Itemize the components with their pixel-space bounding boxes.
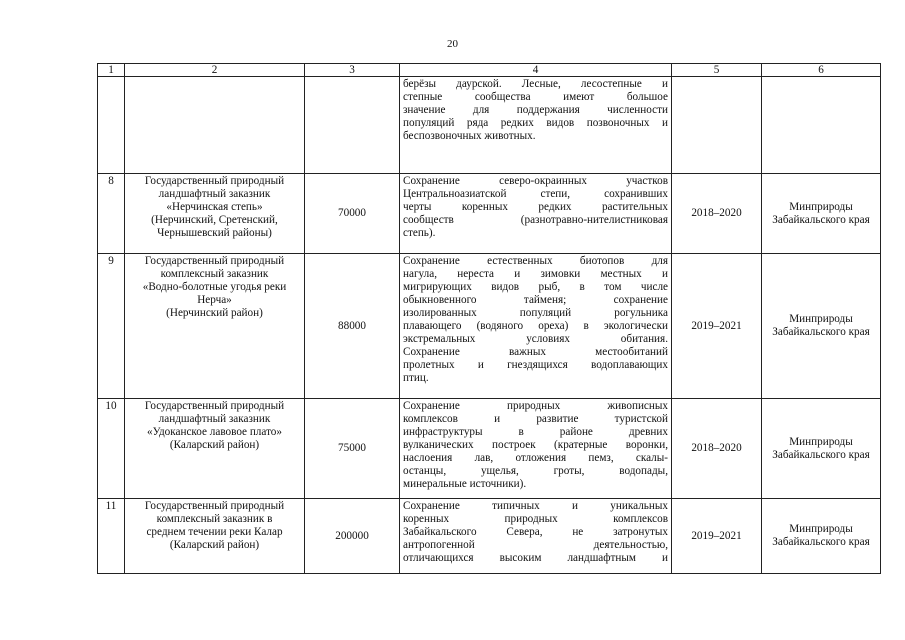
table-row bbox=[98, 254, 881, 399]
row-number-cell: 9 bbox=[98, 254, 125, 399]
column-number: 6 bbox=[762, 64, 881, 77]
protected-areas-table bbox=[97, 63, 881, 574]
text-line: Центральноазиатской степи, сохранивших bbox=[403, 188, 668, 200]
text-line: Государственный природный bbox=[144, 255, 285, 267]
text-line: пролетных и гнездящихся водоплавающих bbox=[403, 359, 668, 371]
continuation-description-cell bbox=[400, 77, 672, 174]
text-line: «Удоканское лавовое плато» bbox=[147, 426, 282, 438]
area-cell: 88000 bbox=[305, 254, 400, 399]
text-line: вулканических построек (кратерные воронки, bbox=[403, 439, 668, 451]
column-number-row bbox=[98, 64, 881, 77]
text-line: сообществ (разнотравно-нителистниковая bbox=[403, 214, 668, 226]
text-line: Минприроды bbox=[789, 200, 853, 213]
column-number: 4 bbox=[400, 64, 672, 77]
description-cell bbox=[400, 399, 672, 499]
description-line: берёзы даурской. Лесные, лесостепные и bbox=[403, 78, 668, 90]
text-line: Забайкальского края bbox=[772, 536, 870, 548]
executor-cell bbox=[762, 174, 881, 254]
reserve-name-cell bbox=[125, 499, 305, 574]
text-line: «Нерчинская степь» bbox=[166, 201, 263, 213]
executor-cell bbox=[762, 254, 881, 399]
text-line: Нерча» bbox=[197, 294, 232, 306]
table-row bbox=[98, 399, 881, 499]
text-line: Сохранение природных живописных bbox=[403, 400, 668, 412]
reserve-name-cell bbox=[125, 174, 305, 254]
text-line: степь). bbox=[403, 227, 436, 239]
description-line: значение для поддержания численности bbox=[403, 104, 668, 116]
text-line: Забайкальского края bbox=[772, 326, 870, 338]
text-line: антропогенной деятельностью, bbox=[403, 539, 668, 551]
text-line: Государственный природный bbox=[144, 500, 285, 512]
column-number: 3 bbox=[305, 64, 400, 77]
table-row bbox=[98, 174, 881, 254]
reserve-name-cell bbox=[125, 254, 305, 399]
text-line: Минприроды bbox=[789, 523, 853, 535]
text-line: Забайкальского края bbox=[772, 448, 870, 461]
text-line: Минприроды bbox=[789, 313, 853, 325]
executor-cell bbox=[762, 499, 881, 574]
row-number-cell: 10 bbox=[98, 399, 125, 499]
column-number: 1 bbox=[98, 64, 125, 77]
years-cell: 2019–2021 bbox=[672, 499, 762, 574]
area-cell: 70000 bbox=[305, 174, 400, 254]
text-line: ландшафтный заказник bbox=[158, 413, 271, 425]
text-line: экстремальных условиях обитания. bbox=[403, 333, 668, 345]
area-cell: 200000 bbox=[305, 499, 400, 574]
page-number: 20 bbox=[447, 38, 458, 50]
continuation-name-cell bbox=[125, 77, 305, 174]
text-line: Минприроды bbox=[789, 435, 853, 448]
text-line: (Каларский район) bbox=[169, 439, 260, 451]
text-line: мигрирующих видов рыб, в том числе bbox=[403, 281, 668, 293]
row-number-cell: 11 bbox=[98, 499, 125, 574]
row-number-cell: 8 bbox=[98, 174, 125, 254]
text-line: (Нерчинский район) bbox=[166, 307, 263, 319]
text-line: «Водно-болотные угодья реки bbox=[142, 281, 287, 293]
description-cell bbox=[400, 499, 672, 574]
text-line: птиц. bbox=[403, 372, 429, 384]
text-line: Государственный природный bbox=[144, 400, 285, 412]
years-cell: 2018–2020 bbox=[672, 399, 762, 499]
text-line: Сохранение важных местообитаний bbox=[403, 346, 668, 358]
description-cell bbox=[400, 254, 672, 399]
area-cell: 75000 bbox=[305, 399, 400, 499]
text-line: наслоения лав, отложения пемз, скалы- bbox=[403, 452, 668, 464]
text-line: минеральные источники). bbox=[403, 478, 527, 490]
column-number: 2 bbox=[125, 64, 305, 77]
text-line: Сохранение типичных и уникальных bbox=[403, 500, 668, 512]
text-line: обыкновенного тайменя; сохранение bbox=[403, 294, 668, 306]
text-line: среднем течении реки Калар bbox=[146, 526, 283, 538]
text-line: черты коренных редких растительных bbox=[403, 201, 668, 213]
text-line: отличающихся высоким ландшафтным и bbox=[403, 552, 668, 564]
text-line: останцы, ущелья, гроты, водопады, bbox=[403, 465, 668, 477]
continuation-years-cell bbox=[672, 77, 762, 174]
text-line: нагула, нереста и зимовки местных и bbox=[403, 268, 668, 280]
text-line: изолированных популяций рогульника bbox=[403, 307, 668, 319]
continuation-area-cell bbox=[305, 77, 400, 174]
text-line: инфраструктуры в районе древних bbox=[403, 426, 668, 438]
text-line: Забайкальского края bbox=[772, 213, 870, 226]
text-line: ландшафтный заказник bbox=[158, 188, 271, 200]
continuation-row bbox=[98, 77, 881, 174]
text-line: коренных природных комплексов bbox=[403, 513, 668, 525]
text-line: Сохранение северо-окраинных участков bbox=[403, 175, 668, 187]
description-line: степные сообщества имеют большое bbox=[403, 91, 668, 103]
text-line: Сохранение естественных биотопов для bbox=[403, 255, 668, 267]
text-line: Государственный природный bbox=[144, 175, 285, 187]
years-cell: 2019–2021 bbox=[672, 254, 762, 399]
description-cell bbox=[400, 174, 672, 254]
text-line: комплексов и развитие туристской bbox=[403, 413, 668, 425]
text-line: комплексный заказник в bbox=[156, 513, 273, 525]
description-line: популяций ряда редких видов позвоночных и bbox=[403, 117, 668, 129]
table-row bbox=[98, 499, 881, 574]
executor-cell bbox=[762, 399, 881, 499]
text-line: плавающего (водяного ореха) в экологически bbox=[403, 320, 668, 332]
years-cell: 2018–2020 bbox=[672, 174, 762, 254]
text-line: Чернышевский районы) bbox=[157, 227, 272, 239]
text-line: (Каларский район) bbox=[169, 539, 260, 551]
text-line: комплексный заказник bbox=[160, 268, 269, 280]
reserve-name-cell bbox=[125, 399, 305, 499]
description-line: беспозвоночных животных. bbox=[403, 130, 536, 142]
text-line: Забайкальского Севера, не затронутых bbox=[403, 526, 668, 538]
continuation-executor-cell bbox=[762, 77, 881, 174]
column-number: 5 bbox=[672, 64, 762, 77]
text-line: (Нерчинский, Сретенский, bbox=[151, 214, 278, 226]
continuation-num-cell bbox=[98, 77, 125, 174]
